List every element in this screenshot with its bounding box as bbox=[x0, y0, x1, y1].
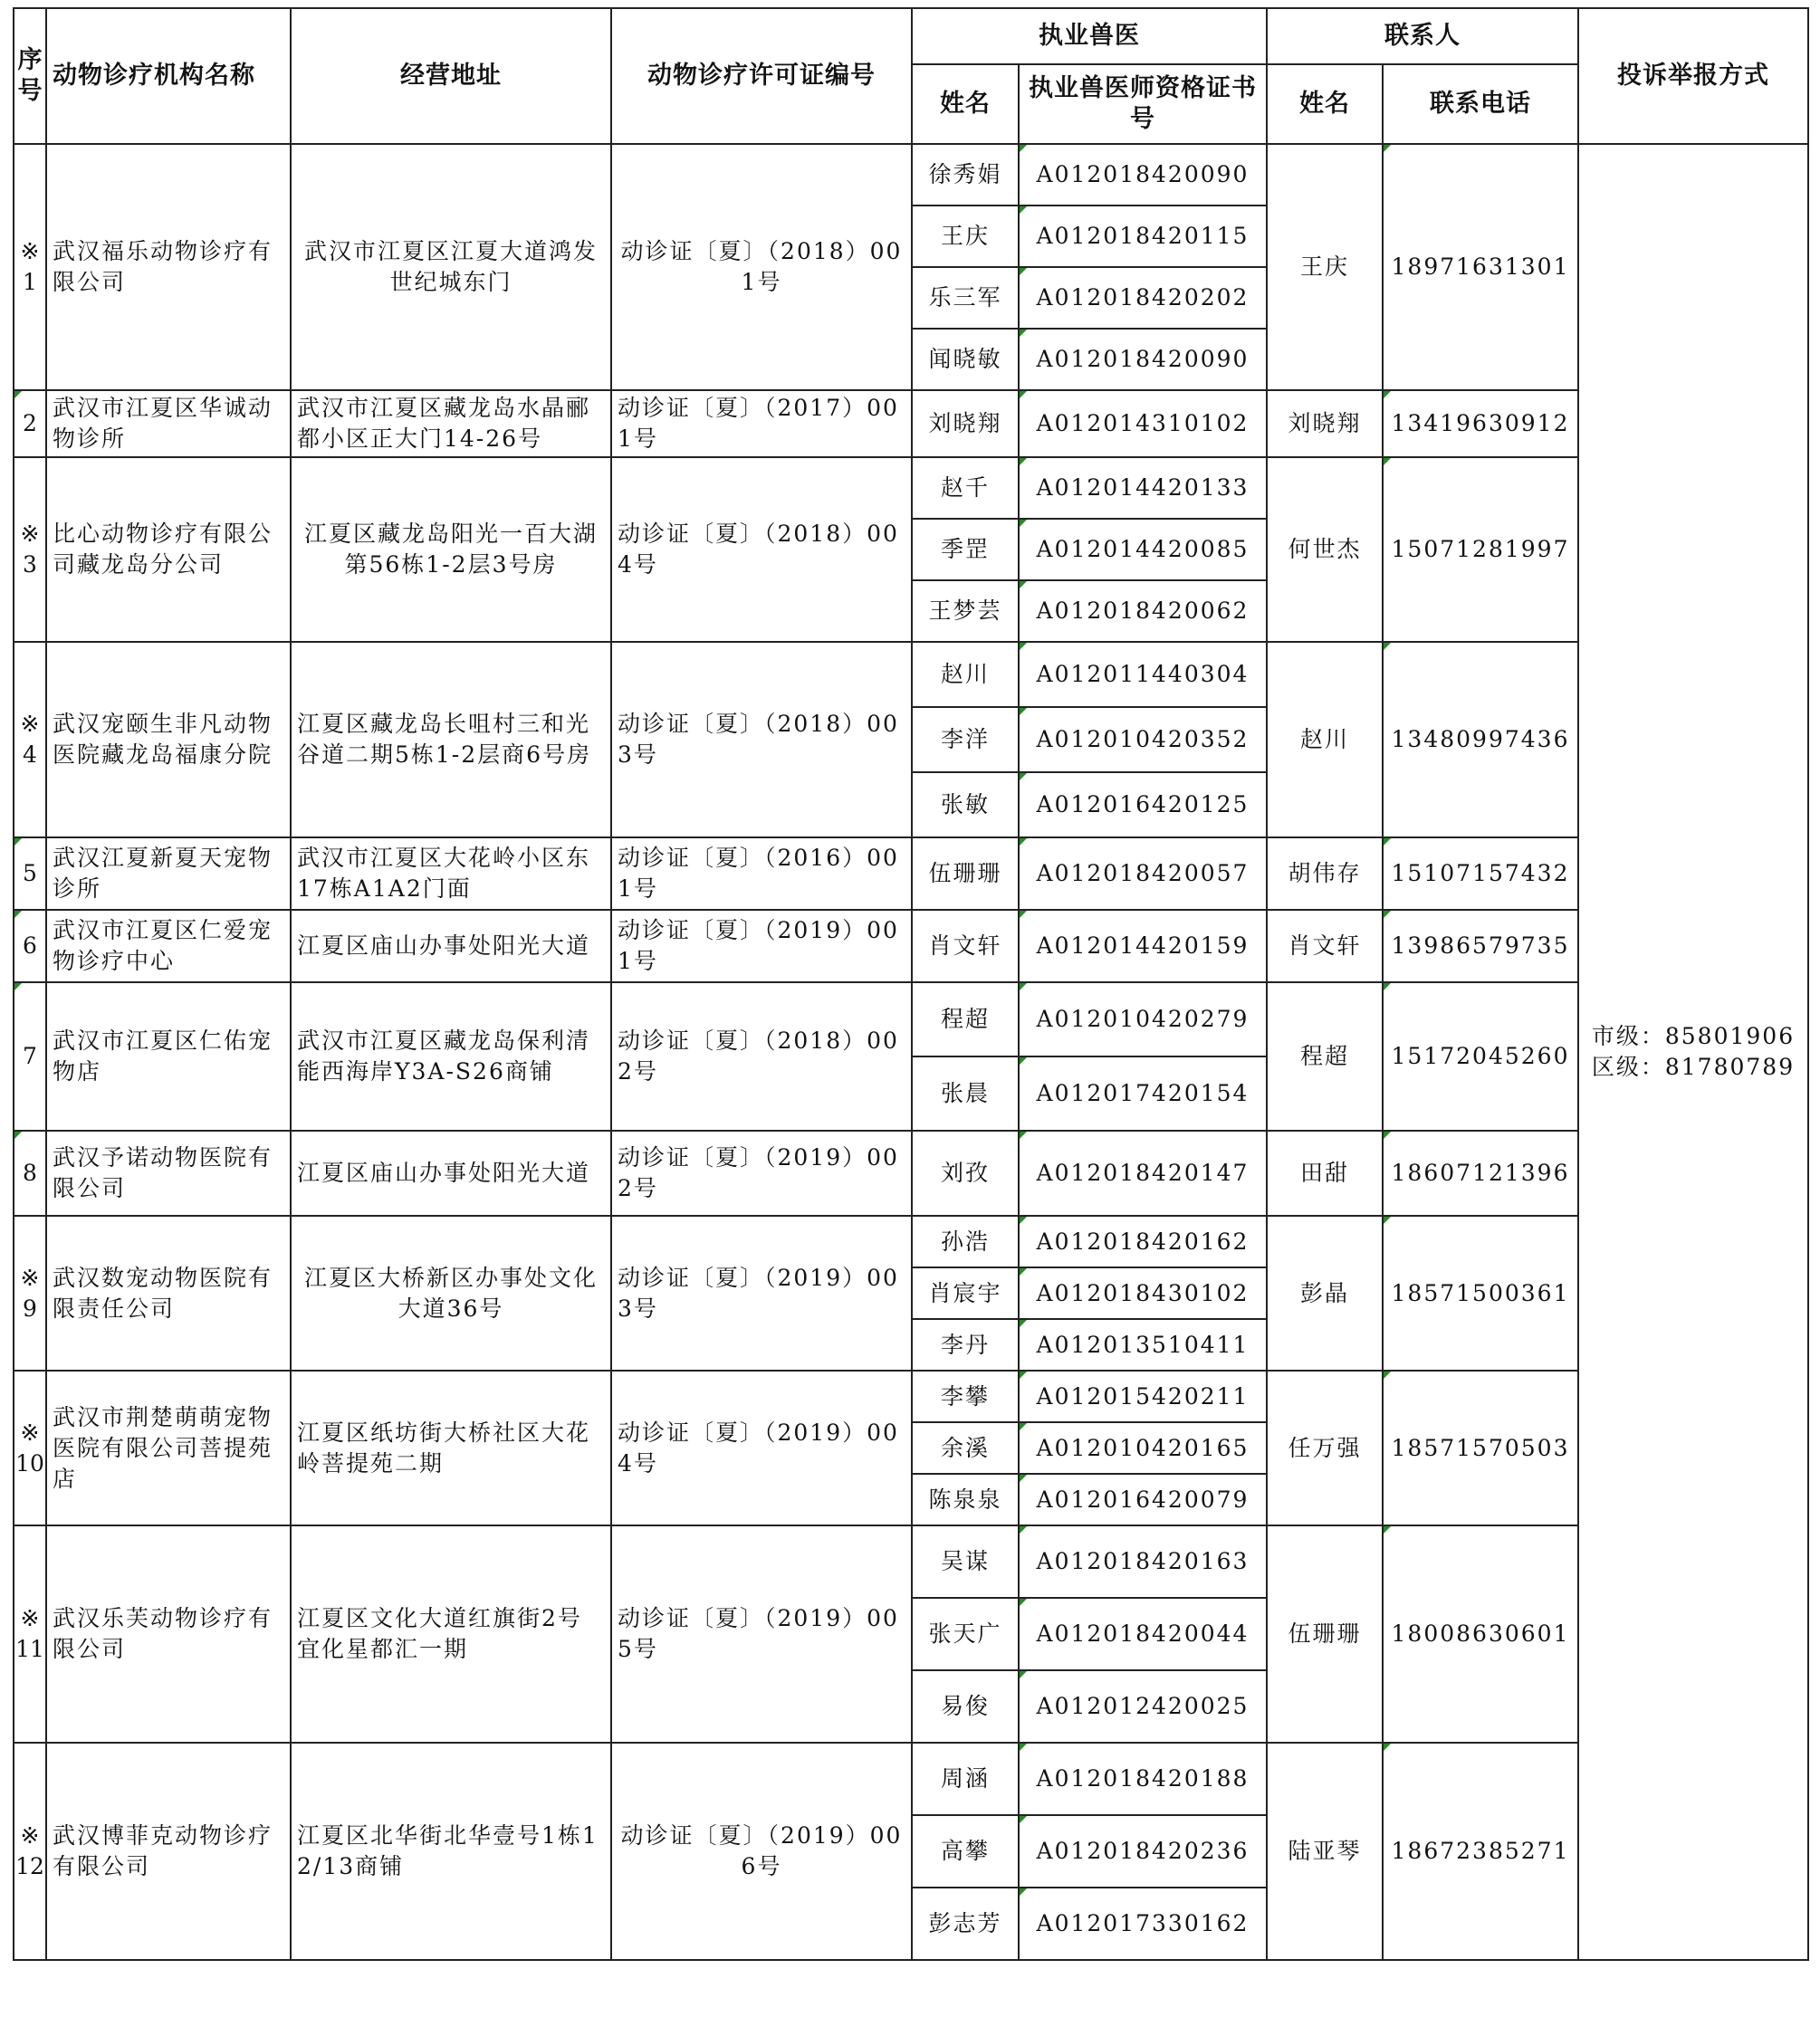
table-row bbox=[14, 457, 1808, 519]
org-address: 江夏区庙山办事处阳光大道 bbox=[291, 910, 611, 982]
row-number: 8 bbox=[23, 1160, 37, 1186]
row-number: 5 bbox=[23, 860, 37, 886]
row-seq bbox=[14, 390, 46, 457]
vet-name: 李攀 bbox=[912, 1371, 1019, 1422]
vet-cert-number: A012014310102 bbox=[1019, 390, 1267, 457]
contact-name: 陆亚琴 bbox=[1267, 1743, 1383, 1960]
org-name: 武汉数宠动物医院有限责任公司 bbox=[46, 1216, 291, 1371]
vet-cert-number: A012014420085 bbox=[1019, 519, 1267, 580]
vet-name: 伍珊珊 bbox=[912, 837, 1019, 910]
vet-cert-number: A012018420147 bbox=[1019, 1131, 1267, 1216]
contact-phone: 13480997436 bbox=[1383, 642, 1578, 837]
row-mark: ※ bbox=[20, 1605, 40, 1631]
header-org-name: 动物诊疗机构名称 bbox=[46, 8, 291, 144]
header-vet-name: 姓名 bbox=[912, 64, 1019, 144]
license-number: 动诊证〔夏〕（2019）005号 bbox=[611, 1525, 912, 1743]
contact-phone: 18971631301 bbox=[1383, 144, 1578, 390]
org-name: 武汉宠颐生非凡动物医院藏龙岛福康分院 bbox=[46, 642, 291, 837]
vet-name: 李丹 bbox=[912, 1319, 1019, 1371]
vet-name: 肖宸宇 bbox=[912, 1267, 1019, 1319]
vet-cert-number: A012018420062 bbox=[1019, 580, 1267, 642]
license-number: 动诊证〔夏〕（2018）004号 bbox=[611, 457, 912, 642]
contact-name: 何世杰 bbox=[1267, 457, 1383, 642]
contact-name: 刘晓翔 bbox=[1267, 390, 1383, 457]
contact-name: 程超 bbox=[1267, 982, 1383, 1131]
row-seq bbox=[14, 1371, 46, 1525]
org-address: 武汉市江夏区藏龙岛保利清能西海岸Y3A-S26商铺 bbox=[291, 982, 611, 1131]
header-license: 动物诊疗许可证编号 bbox=[611, 8, 912, 144]
complaint-contacts bbox=[1578, 144, 1808, 1960]
contact-name: 彭晶 bbox=[1267, 1216, 1383, 1371]
row-seq bbox=[14, 1131, 46, 1216]
vet-cert-number: A012018420115 bbox=[1019, 206, 1267, 267]
org-name: 比心动物诊疗有限公司藏龙岛分公司 bbox=[46, 457, 291, 642]
row-mark: ※ bbox=[20, 521, 40, 547]
vet-cert-number: A012012420025 bbox=[1019, 1670, 1267, 1743]
table-row bbox=[14, 837, 1808, 910]
vet-name: 赵川 bbox=[912, 642, 1019, 707]
header-contact-group: 联系人 bbox=[1267, 8, 1578, 64]
vet-cert-number: A012017420154 bbox=[1019, 1056, 1267, 1131]
contact-name: 赵川 bbox=[1267, 642, 1383, 837]
vet-cert-number: A012013510411 bbox=[1019, 1319, 1267, 1371]
org-address: 武汉市江夏区藏龙岛水晶郦都小区正大门14-26号 bbox=[291, 390, 611, 457]
table-row bbox=[14, 1131, 1808, 1216]
org-name: 武汉福乐动物诊疗有限公司 bbox=[46, 144, 291, 390]
contact-phone: 18607121396 bbox=[1383, 1131, 1578, 1216]
contact-phone: 18571500361 bbox=[1383, 1216, 1578, 1371]
row-number: 12 bbox=[15, 1853, 44, 1879]
vet-name: 周涵 bbox=[912, 1743, 1019, 1815]
header-address: 经营地址 bbox=[291, 8, 611, 144]
row-number: 9 bbox=[23, 1295, 37, 1322]
license-number: 动诊证〔夏〕（2018）001号 bbox=[611, 144, 912, 390]
license-number: 动诊证〔夏〕（2019）001号 bbox=[611, 910, 912, 982]
row-seq bbox=[14, 642, 46, 837]
contact-phone: 18672385271 bbox=[1383, 1743, 1578, 1960]
vet-cert-number: A012018420188 bbox=[1019, 1743, 1267, 1815]
org-address: 武汉市江夏区江夏大道鸿发世纪城东门 bbox=[291, 144, 611, 390]
org-name: 武汉市江夏区仁爱宠物诊疗中心 bbox=[46, 910, 291, 982]
vet-cert-number: A012018420163 bbox=[1019, 1525, 1267, 1598]
org-address: 江夏区大桥新区办事处文化大道36号 bbox=[291, 1216, 611, 1371]
table-row bbox=[14, 390, 1808, 457]
row-number: 2 bbox=[23, 410, 37, 436]
vet-cert-number: A012018420162 bbox=[1019, 1216, 1267, 1267]
table-row bbox=[14, 642, 1808, 707]
clinic-registry-table bbox=[13, 7, 1809, 1961]
contact-name: 王庆 bbox=[1267, 144, 1383, 390]
row-number: 4 bbox=[23, 741, 37, 768]
row-seq bbox=[14, 457, 46, 642]
row-mark: ※ bbox=[20, 238, 40, 264]
org-name: 武汉江夏新夏天宠物诊所 bbox=[46, 837, 291, 910]
row-mark: ※ bbox=[20, 1419, 40, 1446]
vet-cert-number: A012016420079 bbox=[1019, 1474, 1267, 1525]
contact-name: 任万强 bbox=[1267, 1371, 1383, 1525]
vet-name: 刘晓翔 bbox=[912, 390, 1019, 457]
vet-name: 彭志芳 bbox=[912, 1888, 1019, 1960]
vet-cert-number: A012018420236 bbox=[1019, 1815, 1267, 1888]
license-number: 动诊证〔夏〕（2017）001号 bbox=[611, 390, 912, 457]
vet-name: 张天广 bbox=[912, 1598, 1019, 1670]
license-number: 动诊证〔夏〕（2019）003号 bbox=[611, 1216, 912, 1371]
vet-name: 闻晓敏 bbox=[912, 329, 1019, 390]
vet-name: 张晨 bbox=[912, 1056, 1019, 1131]
contact-phone: 18008630601 bbox=[1383, 1525, 1578, 1743]
table-row bbox=[14, 1216, 1808, 1267]
vet-cert-number: A012010420165 bbox=[1019, 1422, 1267, 1474]
org-name: 武汉予诺动物医院有限公司 bbox=[46, 1131, 291, 1216]
vet-name: 张敏 bbox=[912, 772, 1019, 837]
vet-cert-number: A012018420202 bbox=[1019, 267, 1267, 329]
complaint-district-line: 区级：81780789 bbox=[1591, 1054, 1796, 1080]
header-contact-phone: 联系电话 bbox=[1383, 64, 1578, 144]
license-number: 动诊证〔夏〕（2018）002号 bbox=[611, 982, 912, 1131]
vet-name: 乐三军 bbox=[912, 267, 1019, 329]
vet-name: 孙浩 bbox=[912, 1216, 1019, 1267]
vet-name: 吴谋 bbox=[912, 1525, 1019, 1598]
org-name: 武汉市江夏区仁佑宠物店 bbox=[46, 982, 291, 1131]
vet-cert-number: A012018420044 bbox=[1019, 1598, 1267, 1670]
vet-cert-number: A012016420125 bbox=[1019, 772, 1267, 837]
row-mark: ※ bbox=[20, 1822, 40, 1849]
org-address: 江夏区北华街北华壹号1栋12/13商铺 bbox=[291, 1743, 611, 1960]
row-mark: ※ bbox=[20, 711, 40, 737]
row-number: 3 bbox=[23, 551, 37, 578]
vet-name: 高攀 bbox=[912, 1815, 1019, 1888]
row-number: 7 bbox=[23, 1043, 37, 1069]
table-row bbox=[14, 1371, 1808, 1422]
row-seq bbox=[14, 144, 46, 390]
contact-phone: 15172045260 bbox=[1383, 982, 1578, 1131]
contact-phone: 13986579735 bbox=[1383, 910, 1578, 982]
complaint-city-line: 市级：85801906 bbox=[1591, 1023, 1796, 1049]
vet-name: 肖文轩 bbox=[912, 910, 1019, 982]
license-number: 动诊证〔夏〕（2019）006号 bbox=[611, 1743, 912, 1960]
contact-phone: 18571570503 bbox=[1383, 1371, 1578, 1525]
row-seq bbox=[14, 982, 46, 1131]
vet-name: 徐秀娟 bbox=[912, 144, 1019, 206]
row-mark: ※ bbox=[20, 1264, 40, 1291]
row-seq bbox=[14, 1525, 46, 1743]
org-name: 武汉乐芙动物诊疗有限公司 bbox=[46, 1525, 291, 1743]
org-address: 江夏区藏龙岛长咀村三和光谷道二期5栋1-2层商6号房 bbox=[291, 642, 611, 837]
org-address: 江夏区庙山办事处阳光大道 bbox=[291, 1131, 611, 1216]
license-number: 动诊证〔夏〕（2019）002号 bbox=[611, 1131, 912, 1216]
vet-name: 刘孜 bbox=[912, 1131, 1019, 1216]
vet-cert-number: A012018420090 bbox=[1019, 329, 1267, 390]
table-row bbox=[14, 910, 1808, 982]
vet-name: 余溪 bbox=[912, 1422, 1019, 1474]
vet-cert-number: A012014420159 bbox=[1019, 910, 1267, 982]
vet-cert-number: A012010420352 bbox=[1019, 707, 1267, 772]
vet-name: 易俊 bbox=[912, 1670, 1019, 1743]
header-seq: 序号 bbox=[14, 8, 46, 144]
row-seq bbox=[14, 1743, 46, 1960]
org-name: 武汉博菲克动物诊疗有限公司 bbox=[46, 1743, 291, 1960]
contact-phone: 13419630912 bbox=[1383, 390, 1578, 457]
license-number: 动诊证〔夏〕（2018）003号 bbox=[611, 642, 912, 837]
vet-cert-number: A012018420057 bbox=[1019, 837, 1267, 910]
contact-name: 田甜 bbox=[1267, 1131, 1383, 1216]
table-row bbox=[14, 144, 1808, 206]
row-seq bbox=[14, 837, 46, 910]
vet-cert-number: A012014420133 bbox=[1019, 457, 1267, 519]
org-name: 武汉市江夏区华诚动物诊所 bbox=[46, 390, 291, 457]
vet-cert-number: A012018430102 bbox=[1019, 1267, 1267, 1319]
org-name: 武汉市荆楚萌萌宠物医院有限公司菩提苑店 bbox=[46, 1371, 291, 1525]
org-address: 江夏区文化大道红旗街2号宜化星都汇一期 bbox=[291, 1525, 611, 1743]
vet-cert-number: A012018420090 bbox=[1019, 144, 1267, 206]
row-number: 11 bbox=[15, 1636, 44, 1662]
contact-name: 肖文轩 bbox=[1267, 910, 1383, 982]
row-number: 1 bbox=[23, 269, 37, 295]
table-row bbox=[14, 982, 1808, 1056]
vet-cert-number: A012015420211 bbox=[1019, 1371, 1267, 1422]
license-number: 动诊证〔夏〕（2019）004号 bbox=[611, 1371, 912, 1525]
contact-phone: 15107157432 bbox=[1383, 837, 1578, 910]
row-seq bbox=[14, 910, 46, 982]
contact-name: 胡伟存 bbox=[1267, 837, 1383, 910]
vet-name: 王庆 bbox=[912, 206, 1019, 267]
row-seq bbox=[14, 1216, 46, 1371]
vet-name: 赵千 bbox=[912, 457, 1019, 519]
vet-name: 程超 bbox=[912, 982, 1019, 1056]
header-complaint: 投诉举报方式 bbox=[1578, 8, 1808, 144]
row-number: 10 bbox=[15, 1449, 44, 1477]
header-contact-name: 姓名 bbox=[1267, 64, 1383, 144]
table-row bbox=[14, 1743, 1808, 1815]
vet-name: 陈泉泉 bbox=[912, 1474, 1019, 1525]
vet-name: 李洋 bbox=[912, 707, 1019, 772]
vet-name: 季罡 bbox=[912, 519, 1019, 580]
vet-cert-number: A012017330162 bbox=[1019, 1888, 1267, 1960]
table-body bbox=[14, 144, 1808, 1960]
row-number: 6 bbox=[23, 932, 37, 959]
org-address: 江夏区纸坊街大桥社区大花岭菩提苑二期 bbox=[291, 1371, 611, 1525]
org-address: 武汉市江夏区大花岭小区东17栋A1A2门面 bbox=[291, 837, 611, 910]
contact-name: 伍珊珊 bbox=[1267, 1525, 1383, 1743]
org-address: 江夏区藏龙岛阳光一百大湖第56栋1-2层3号房 bbox=[291, 457, 611, 642]
header-vet-cert: 执业兽医师资格证书号 bbox=[1019, 64, 1267, 144]
contact-phone: 15071281997 bbox=[1383, 457, 1578, 642]
vet-name: 王梦芸 bbox=[912, 580, 1019, 642]
vet-cert-number: A012010420279 bbox=[1019, 982, 1267, 1056]
vet-cert-number: A012011440304 bbox=[1019, 642, 1267, 707]
license-number: 动诊证〔夏〕（2016）001号 bbox=[611, 837, 912, 910]
table-row bbox=[14, 1525, 1808, 1598]
header-vet-group: 执业兽医 bbox=[912, 8, 1267, 64]
